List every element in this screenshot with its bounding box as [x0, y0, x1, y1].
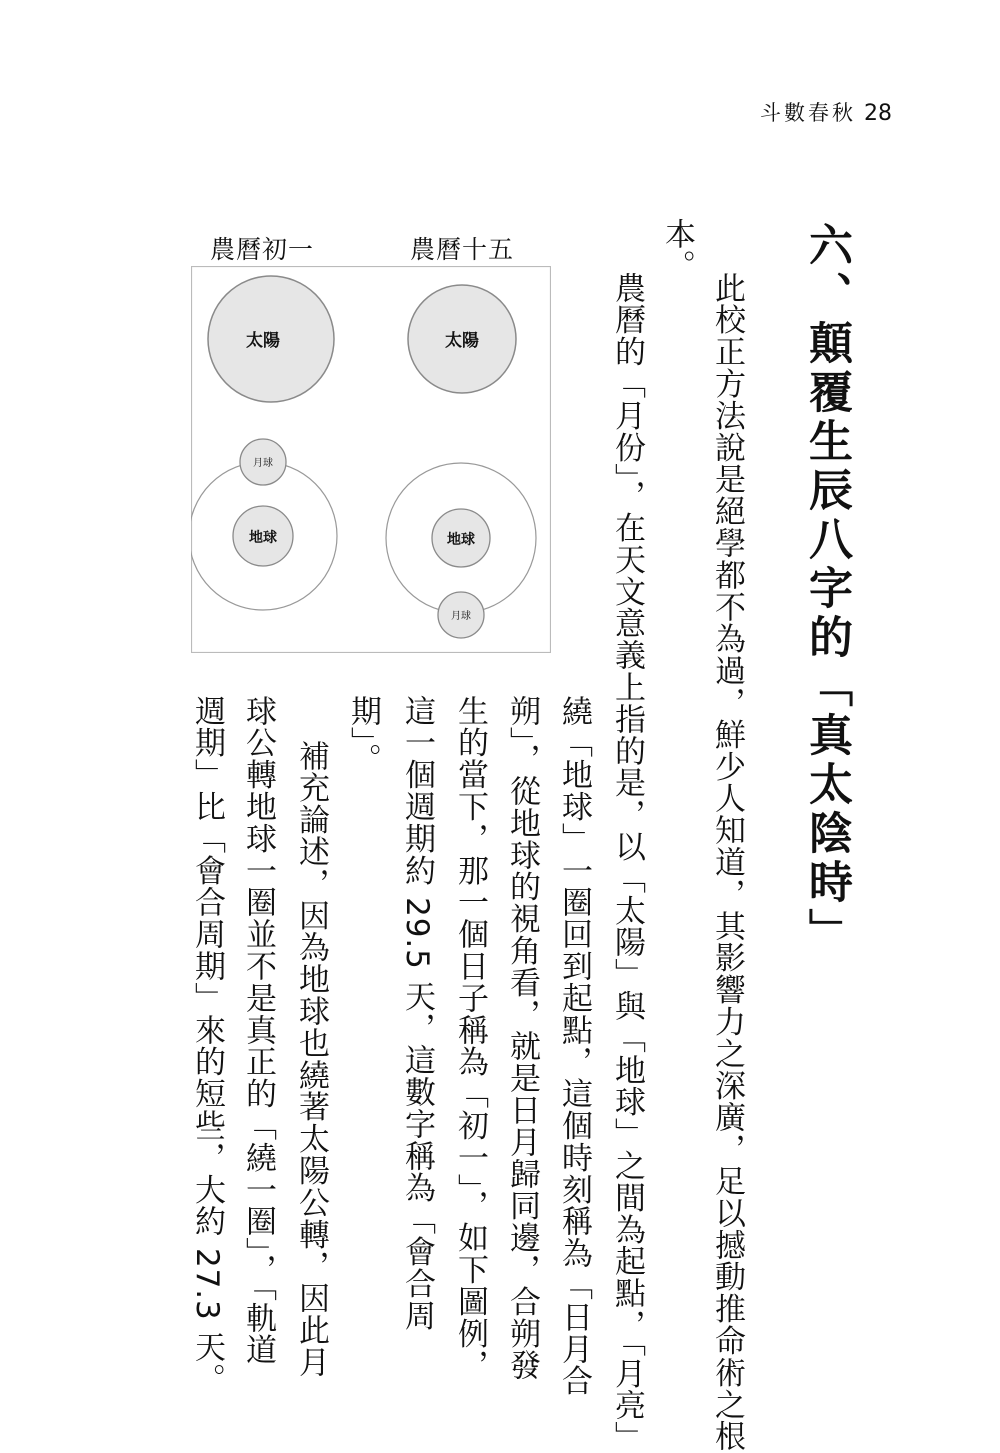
moon-phase-diagram [191, 266, 551, 653]
diagram-caption-new-moon: 農曆初一 [210, 235, 315, 264]
diagram-caption-full-moon: 農曆十五 [410, 235, 515, 264]
paragraph-2-line-2: 繞「地球」一圈回到起點，這個時刻稱為「日月合 [556, 695, 592, 1397]
section-heading: 六、顛覆生辰八字的「真太陰時」 [801, 222, 852, 957]
moon-left-label: 月球 [253, 458, 273, 469]
moon-right-label: 月球 [451, 611, 471, 622]
earth-left-label: 地球 [249, 530, 277, 546]
paragraph-1-line-1: 此校正方法說是絕學都不為過，鮮少人知道，其影響力之深廣，足以撼動推命術之根 [709, 272, 745, 1453]
paragraph-2-line-1: 農曆的「月份」，在天文意義上指的是，以「太陽」與「地球」之間為起點，「月亮」 [609, 272, 645, 1453]
paragraph-3-line-1: 補充論述，因為地球也繞著太陽公轉，因此月 [293, 740, 329, 1378]
paragraph-3-line-2: 球公轉地球一圈並不是真正的「繞一圈」，「軌道 [240, 695, 276, 1366]
paragraph-2-line-5: 這一個週期約 29.5 天，這數字稱為「會合周 [399, 695, 435, 1332]
paragraph-2-line-6: 期」。 [345, 695, 381, 776]
paragraph-2-line-3: 朔」，從地球的視角看，就是日月歸同邊，合朔發 [504, 695, 540, 1382]
sun-left-label: 太陽 [246, 331, 280, 351]
running-header [760, 97, 892, 127]
book-title: 斗數春秋 [760, 101, 856, 125]
paragraph-3-line-3: 週期」比「會合周期」來的短些，大約 27.3 天。 [189, 695, 225, 1396]
paragraph-2-line-4: 生的當下，那一個日子稱為「初一」，如下圖例， [452, 695, 488, 1382]
paragraph-1-line-2: 本。 [659, 218, 695, 282]
page-number: 28 [864, 101, 892, 126]
earth-right-label: 地球 [447, 532, 475, 548]
sun-right-label: 太陽 [445, 331, 479, 351]
